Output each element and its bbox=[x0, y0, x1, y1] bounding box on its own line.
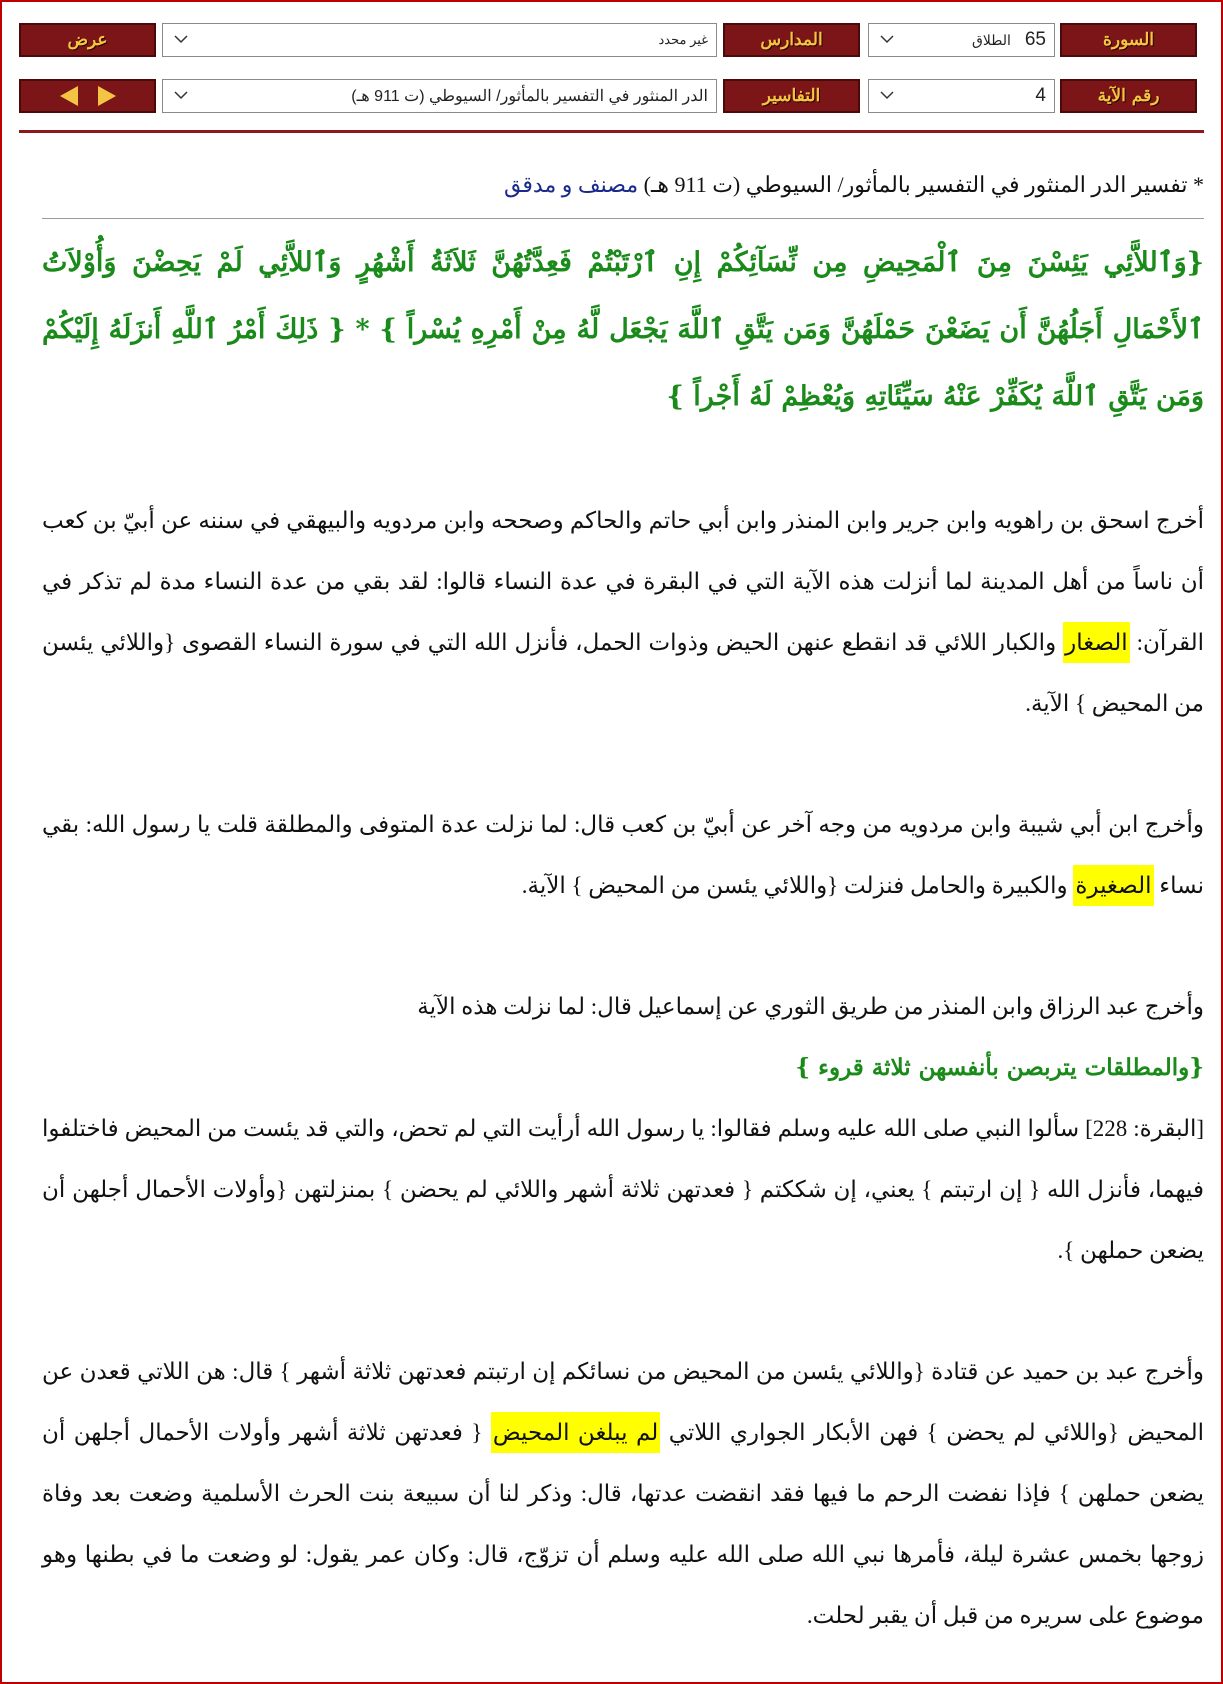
source-title: * تفسير الدر المنثور في التفسير بالمأثور/ السيوطي (ت 911 هـ) bbox=[643, 172, 1204, 197]
highlighted-term: لم يبلغن المحيض bbox=[491, 1412, 660, 1453]
p4-text-a: وأخرج عبد بن حميد عن قتادة {واللائي يئسن من المحيض من نسائكم إن ارتبتم فعدتهن ثلاثة أشهر } قال: هن اللاتي قعدن عن المحيض {واللائي لم يحضن } فهن الأبكار الجواري اللاتي bbox=[42, 1359, 1204, 1445]
p3-text-b: [البقرة: 228] سألوا النبي صلى الله عليه وسلم فقالوا: يا رسول الله أرأيت التي لم تحض، والتي قد يئست من المحيض فاختلفوا فيهما، فأنزل الله { إن ارتبتم } يعني، إن شككتم { فعدتهن ثلاثة أشهر واللائي لم يحضن } بمنزلتهن {وأولات الأحمال أجلهن أن يضعن حملهن }. bbox=[42, 1116, 1204, 1263]
surah-number: 65 bbox=[1024, 29, 1046, 50]
ayah-label: رقم الآية bbox=[1060, 79, 1197, 113]
p4-text-b: { فعدتهن ثلاثة أشهر وأولات الأحمال أجلهن أن يضعن حملهن } فإذا نفضت الرحم ما فيها فقد انقضت عدتها، قال: وذكر لنا أن سبيعة بنت الحرث الأسلمية وضعت بعد وفاة زوجها بخمس عشرة ليلة، فأمرها نبي الله صلى الله عليه وسلم أن تزوّج، قال: وكان عمر يقول: لو وضعت ما في بطنها وهو موضوع على سريره من قبل أن يقبر لحلت. bbox=[42, 1420, 1205, 1628]
surah-label: السورة bbox=[1060, 23, 1197, 57]
tafsir-value: الدر المنثور في التفسير بالمأثور/ السيوطي (ت 911 هـ) bbox=[351, 88, 708, 105]
commentary-paragraph-1 bbox=[42, 490, 1204, 734]
p1-text-b: والكبار اللائي قد انقطع عنهن الحيض وذوات الحمل، فأنزل الله التي في سورة النساء القصوى {واللائي يئسن من المحيض } الآية. bbox=[42, 630, 1204, 716]
surah-name: الطلاق bbox=[972, 31, 1011, 48]
chevron-down-icon bbox=[879, 32, 895, 46]
chevron-down-icon bbox=[173, 88, 189, 102]
chevron-down-icon bbox=[879, 88, 895, 102]
ayah-select[interactable] bbox=[868, 79, 1055, 113]
quoted-verse: {والمطلقات يتربصن بأنفسهن ثلاثة قروء } bbox=[795, 1054, 1204, 1081]
toolbar-divider bbox=[19, 130, 1204, 133]
chevron-down-icon bbox=[173, 32, 189, 46]
view-button[interactable]: عرض bbox=[19, 23, 156, 57]
next-arrow-icon[interactable] bbox=[88, 83, 128, 109]
ayah-value: 4 bbox=[1035, 85, 1046, 106]
previous-arrow-icon[interactable] bbox=[48, 83, 88, 109]
p2-text-a: وأخرج ابن أبي شيبة وابن مردويه من وجه آخر عن أبيّ بن كعب قال: لما نزلت عدة المتوفى والمطلقة قلت يا رسول الله: بقي نساء bbox=[42, 812, 1204, 898]
content-divider bbox=[42, 218, 1204, 219]
commentary-paragraph-2 bbox=[42, 794, 1204, 916]
p2-text-b: والكبيرة والحامل فنزلت {واللائي يئسن من المحيض } الآية. bbox=[521, 873, 1074, 898]
p3-text-a: وأخرج عبد الرزاق وابن المنذر من طريق الثوري عن إسماعيل قال: لما نزلت هذه الآية bbox=[417, 994, 1204, 1019]
commentary-paragraph-4 bbox=[42, 1341, 1204, 1646]
schools-select[interactable] bbox=[162, 23, 717, 57]
author-link[interactable]: مصنف و مدقق bbox=[504, 172, 639, 197]
tafasir-label: التفاسير bbox=[723, 79, 860, 113]
tafsir-select[interactable] bbox=[162, 79, 717, 113]
highlighted-term: الصغيرة bbox=[1073, 865, 1153, 906]
surah-select[interactable] bbox=[868, 23, 1055, 57]
p1-text-a: أخرج اسحق بن راهويه وابن جرير وابن المنذر وابن أبي حاتم والحاكم وصححه وابن مردويه والبيهقي في سننه عن أبيّ بن كعب أن ناساً من أهل المدينة لما أنزلت هذه الآية التي في البقرة في عدة النساء قالوا: لقد بقي من عدة النساء مدة لم تذكر في القرآن: bbox=[42, 508, 1204, 655]
nav-buttons bbox=[19, 79, 156, 113]
tafsir-content bbox=[42, 172, 1204, 1646]
schools-value: غير محدد bbox=[658, 32, 708, 47]
schools-label: المدارس bbox=[723, 23, 860, 57]
verse-text: {وَٱللاَّئِي يَئِسْنَ مِنَ ٱلْمَحِيضِ مِن نِّسَآئِكُمْ إِنِ ٱرْتَبْتُمْ فَعِدَّتُهُنَّ ثَلاَثَةُ أَشْهُرٍ وَٱللاَّئِي لَمْ يَحِضْنَ وَأُوْلاَتُ ٱلأَحْمَالِ أَجَلُهُنَّ أَن يَضَعْنَ حَمْلَهُنَّ وَمَن يَتَّقِ ٱللَّهَ يَجْعَل لَّهُ مِنْ أَمْرِهِ يُسْراً } * { ذَلِكَ أَمْرُ ٱللَّهِ أَنزَلَهُ إِلَيْكُمْ وَمَن يَتَّقِ ٱللَّهَ يُكَفِّرْ عَنْهُ سَيِّئَاتِهِ وَيُعْظِمْ لَهُ أَجْراً } bbox=[42, 247, 1204, 412]
commentary-paragraph-3 bbox=[42, 976, 1204, 1281]
source-line bbox=[42, 172, 1204, 198]
highlighted-term: الصغار bbox=[1063, 622, 1130, 663]
